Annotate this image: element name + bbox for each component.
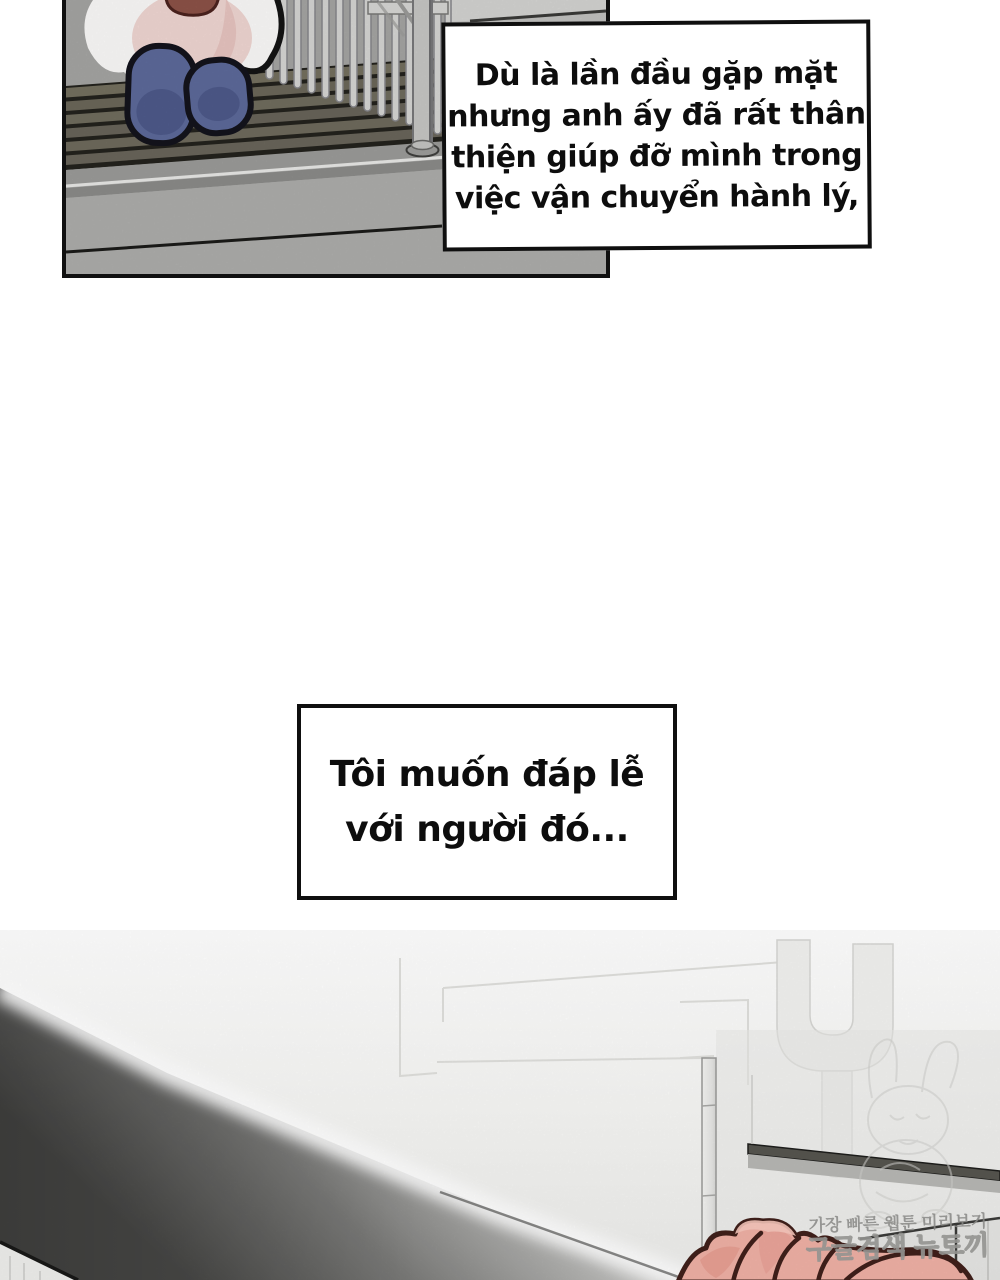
narration-line: thiện giúp đỡ mình trong <box>451 137 863 175</box>
texture-overlay <box>0 930 1000 1280</box>
watermark-text-line1: 가장 빠른 웹툰 미리보기 <box>808 1211 988 1236</box>
narration-line: nhưng anh ấy đã rất thân <box>447 96 866 134</box>
narration-line: Dù là lần đầu gặp mặt <box>474 55 838 93</box>
panel-bottom-scene <box>0 930 1000 1280</box>
narration-box-2 <box>297 704 677 900</box>
watermark-text-line2: 구글검색 뉴토끼 <box>805 1229 990 1265</box>
narration-line: việc vận chuyển hành lý, <box>454 178 859 216</box>
narration-line: với người đó... <box>345 809 629 850</box>
panel-bottom <box>0 930 1000 1280</box>
narration-line: Tôi muốn đáp lễ <box>329 754 645 795</box>
narration-box-1 <box>441 20 872 252</box>
